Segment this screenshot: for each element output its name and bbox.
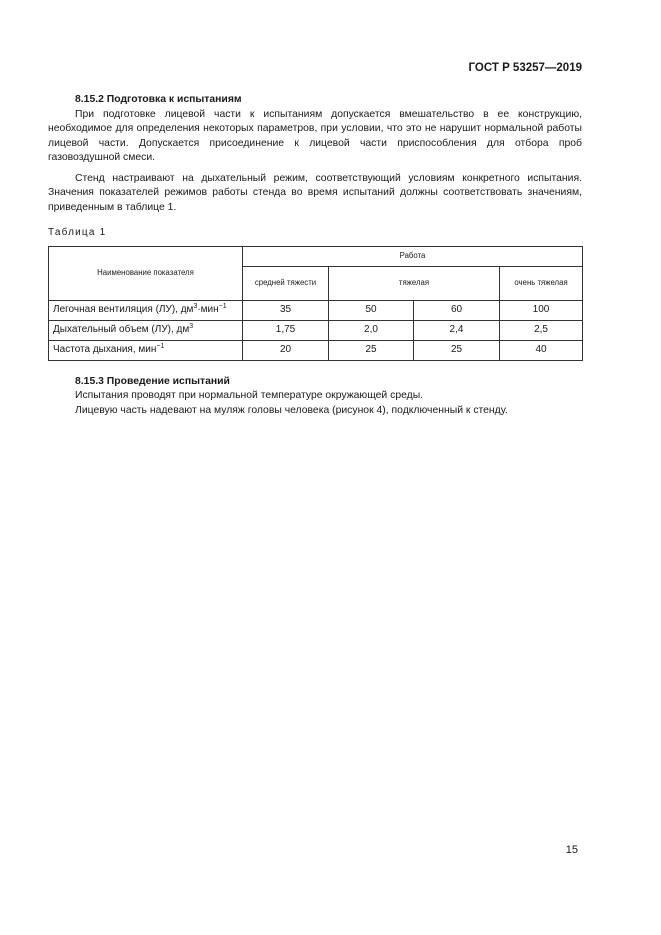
table-row	[49, 340, 583, 360]
table-cell: 2,4	[414, 320, 500, 340]
doc-code: ГОСТ Р 53257—2019	[468, 62, 582, 74]
table-cell: 2,0	[329, 320, 414, 340]
row-label: Дыхательный объем (ЛУ), $дм^3$	[49, 320, 243, 340]
table-cell: 40	[500, 340, 583, 360]
table-1	[48, 246, 583, 361]
paragraph: Стенд настраивают на дыхательный режим, соответствующий условиям конкретного испытания. Значения показателей режимов работы стенда во время испытаний должны соответствовать значениям, приведенным в таблице 1.	[48, 172, 582, 213]
table-cell: 50	[329, 300, 414, 320]
table-cell: 60	[414, 300, 500, 320]
table-cell: 25	[329, 340, 414, 360]
table-cell: 100	[500, 300, 583, 320]
table-cell: 20	[243, 340, 329, 360]
header-heavy: тяжелая	[329, 266, 500, 300]
table-cell: 2,5	[500, 320, 583, 340]
paragraph: При подготовке лицевой части к испытаниям допускается вмешательство в ее конструкцию, необходимое для определения некоторых параметров, при условии, что это не нарушит нормальной работы лицевой части. Допускается присоединение к лицевой части приспособления для отбора проб газовоздушной смеси.	[48, 108, 582, 163]
page-number: 15	[565, 844, 578, 856]
table-row	[49, 300, 583, 320]
table-cell: 1,75	[243, 320, 329, 340]
header-name: Наименование показателя	[49, 246, 243, 300]
section-heading-8-15-3: 8.15.3 Проведение испытаний	[75, 375, 230, 387]
header-group: Работа	[243, 246, 583, 266]
paragraph: Лицевую часть надевают на муляж головы человека (рисунок 4), подключенный к стенду.	[75, 404, 508, 416]
table-cell: 25	[414, 340, 500, 360]
table-caption: Таблица 1	[48, 227, 107, 238]
table-cell: 35	[243, 300, 329, 320]
table-row	[49, 320, 583, 340]
row-label: Частота дыхания, мин$^{-1}$	[49, 340, 243, 360]
section-heading-8-15-2: 8.15.2 Подготовка к испытаниям	[75, 94, 242, 105]
header-medium: средней тяжести	[243, 266, 329, 300]
page-content	[48, 93, 582, 418]
paragraph: Испытания проводят при нормальной температуре окружающей среды.	[75, 390, 424, 401]
header-very-heavy: очень тяжелая	[500, 266, 583, 300]
row-label: Легочная вентиляция (ЛУ), $дм^3\cdot мин^{-1}$	[49, 300, 243, 320]
